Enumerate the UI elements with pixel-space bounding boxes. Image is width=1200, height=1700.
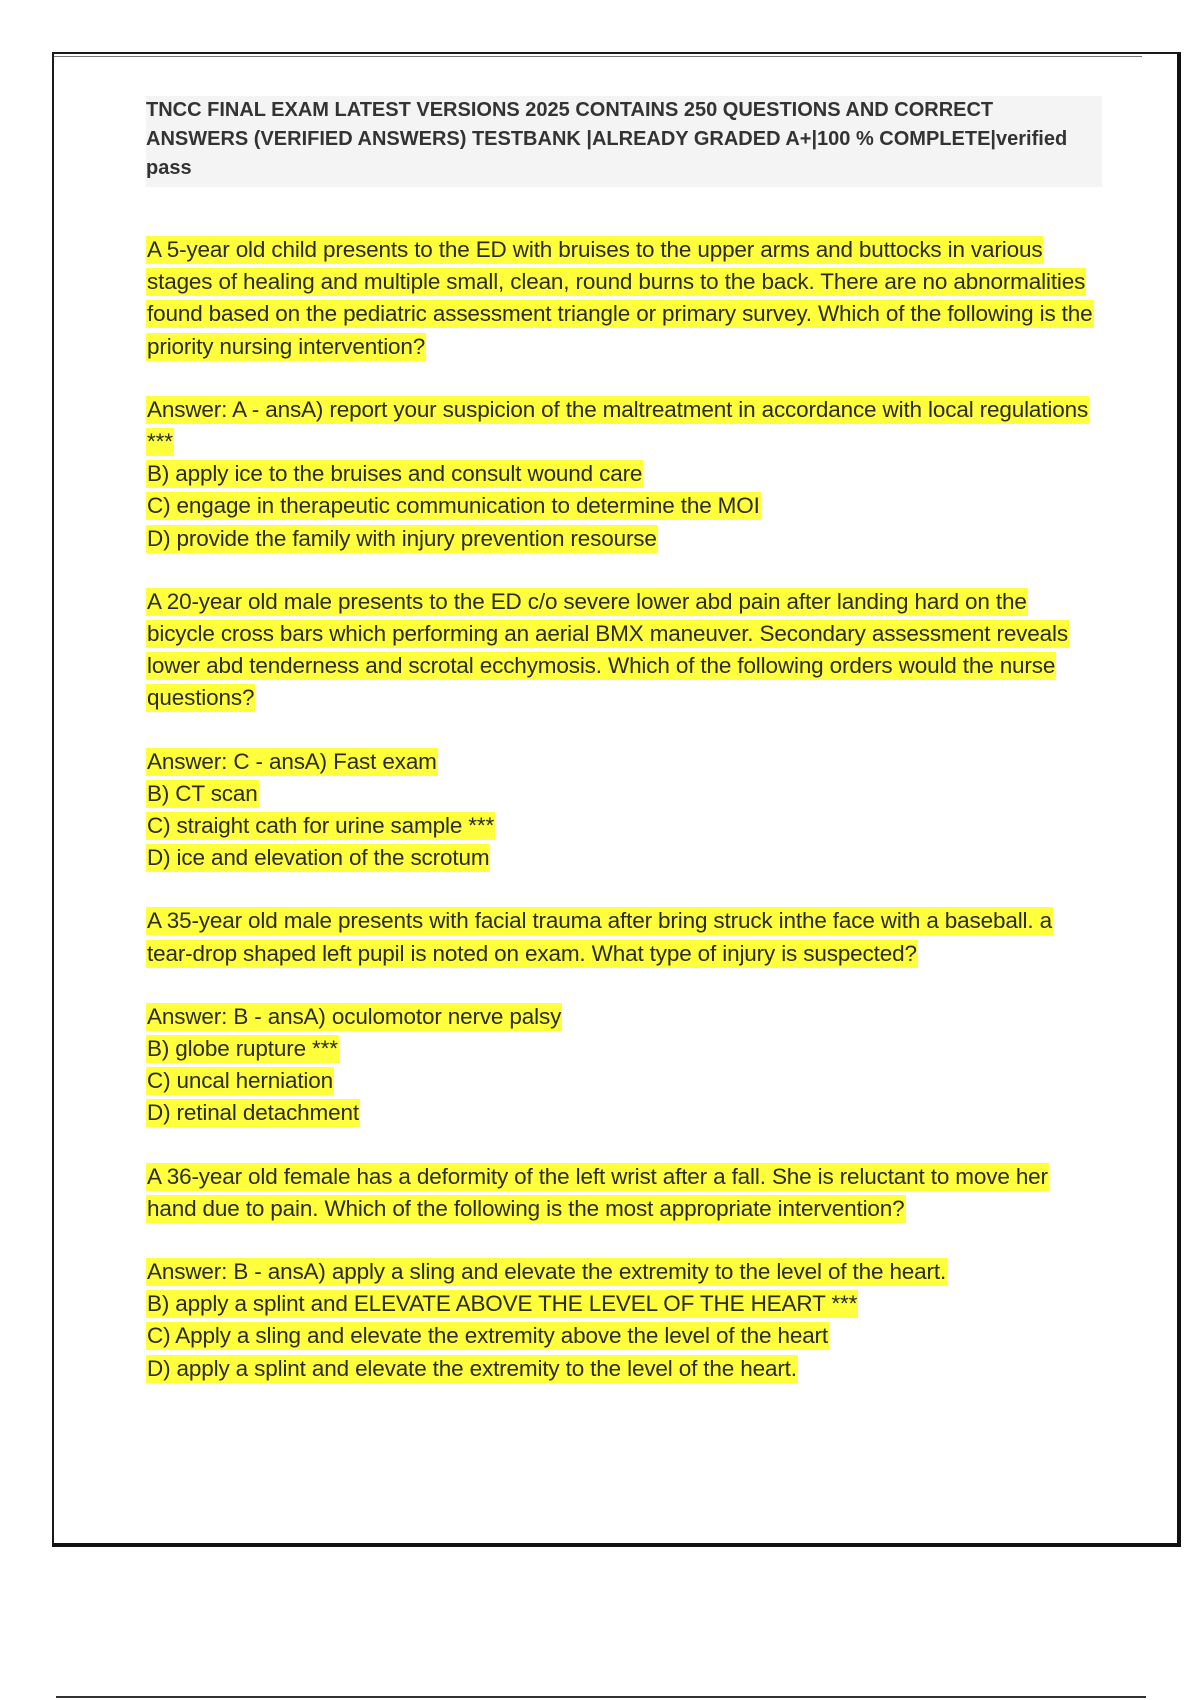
answer-line: D) retinal detachment bbox=[147, 1100, 359, 1126]
answer-1 bbox=[146, 394, 1096, 555]
answer-line: Answer: A - ansA) report your suspicion of the maltreatment in accordance with local regulations *** bbox=[147, 396, 1089, 455]
question-text: A 20-year old male presents to the ED c/o severe lower abd pain after landing hard on the bicycle cross bars which performing an aerial BMX maneuver. Secondary assessment reveals lower abd tenderness and scrotal ecchymosis. Which of the following orders would the nurse questions? bbox=[147, 588, 1068, 711]
answer-line: Answer: C - ansA) Fast exam bbox=[147, 748, 437, 774]
answer-4 bbox=[146, 1256, 1096, 1385]
answer-line: Answer: B - ansA) apply a sling and elevate the extremity to the level of the heart. bbox=[147, 1259, 947, 1285]
question-3 bbox=[146, 905, 1096, 969]
answer-line: B) apply ice to the bruises and consult wound care bbox=[147, 461, 643, 487]
answer-line: C) Apply a sling and elevate the extremity above the level of the heart bbox=[147, 1323, 829, 1349]
document-content bbox=[146, 96, 1096, 1416]
answer-3 bbox=[146, 1001, 1096, 1130]
answer-line: D) provide the family with injury prevention resourse bbox=[147, 525, 657, 551]
answer-line: B) apply a splint and ELEVATE ABOVE THE LEVEL OF THE HEART *** bbox=[147, 1291, 858, 1317]
document-title: TNCC FINAL EXAM LATEST VERSIONS 2025 CONTAINS 250 QUESTIONS AND CORRECT ANSWERS (VERIFIED ANSWERS) TESTBANK |ALREADY GRADED A+|100 % COMPLETE|verified pass bbox=[146, 96, 1102, 187]
answer-line: C) engage in therapeutic communication to determine the MOI bbox=[147, 493, 760, 519]
answer-line: Answer: B - ansA) oculomotor nerve palsy bbox=[147, 1003, 562, 1029]
question-text: A 36-year old female has a deformity of the left wrist after a fall. She is reluctant to move her hand due to pain. Which of the following is the most appropriate intervention? bbox=[147, 1163, 1048, 1221]
answer-line: D) apply a splint and elevate the extremity to the level of the heart. bbox=[147, 1355, 797, 1381]
answer-line: B) CT scan bbox=[147, 780, 258, 806]
question-1 bbox=[146, 234, 1096, 363]
question-4 bbox=[146, 1161, 1096, 1225]
question-2 bbox=[146, 586, 1096, 715]
answer-line: C) straight cath for urine sample *** bbox=[147, 813, 495, 839]
bottom-rule bbox=[56, 1696, 1146, 1698]
question-text: A 5-year old child presents to the ED with bruises to the upper arms and buttocks in various stages of healing and multiple small, clean, round burns to the back. There are no abnormalities found based on the pediatric assessment triangle or primary survey. Which of the following is the priority nursing intervention? bbox=[147, 237, 1093, 359]
answer-line: B) globe rupture *** bbox=[147, 1036, 338, 1062]
answer-line: C) uncal herniation bbox=[147, 1068, 334, 1094]
question-text: A 35-year old male presents with facial trauma after bring struck inthe face with a baseball. a tear-drop shaped left pupil is noted on exam. What type of injury is suspected? bbox=[147, 908, 1052, 966]
answer-2 bbox=[146, 746, 1096, 875]
answer-line: D) ice and elevation of the scrotum bbox=[147, 845, 490, 871]
